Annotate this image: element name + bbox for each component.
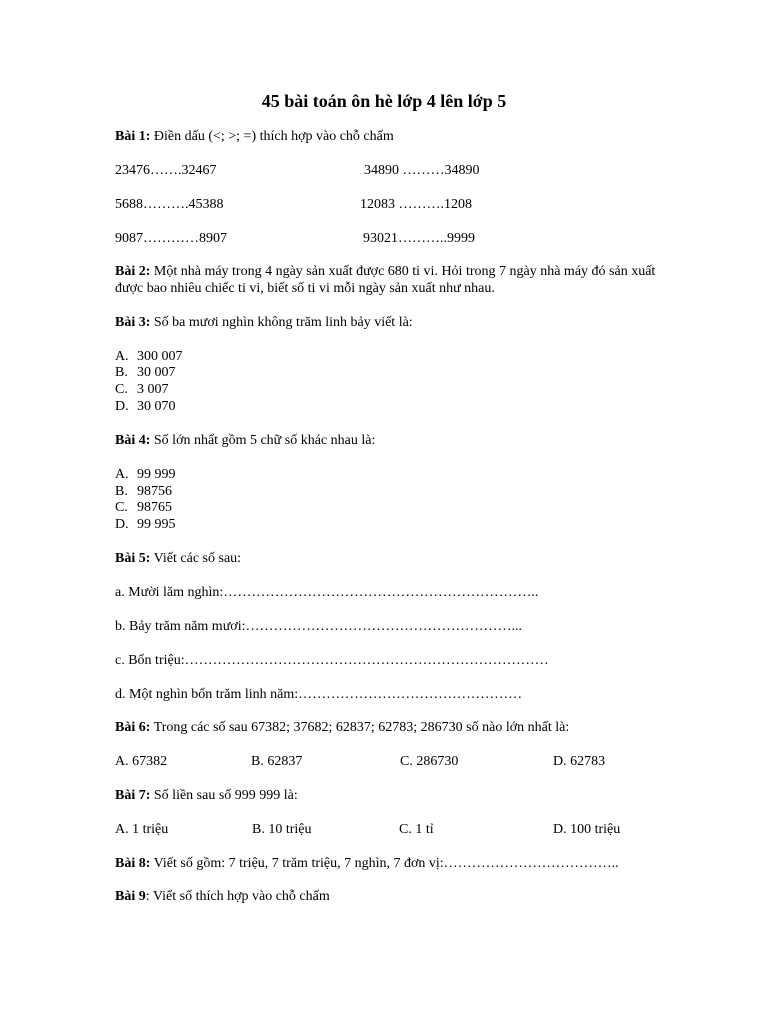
exercise-4-heading	[115, 432, 375, 449]
exercise-1-row-1-left: 23476…….32467	[115, 163, 217, 178]
exercise-3-option-b: B. 30 007	[115, 365, 176, 380]
exercise-9-heading	[115, 888, 330, 905]
exercise-1-row-2-left: 5688……….45388	[115, 197, 224, 212]
exercise-3-option-d: D. 30 070	[115, 399, 176, 414]
page-title: 45 bài toán ôn hè lớp 4 lên lớp 5	[261, 91, 507, 111]
exercise-6-option-c: C. 286730	[400, 754, 459, 769]
exercise-7-option-a: A. 1 triệu	[115, 822, 169, 837]
exercise-1-heading	[115, 128, 394, 145]
exercise-5-item-b: b. Bảy trăm năm mươi:…………………………………………………...	[115, 619, 522, 634]
exercise-5-text: Viết các số sau:	[150, 551, 242, 566]
exercise-3-text: Số ba mươi nghìn không trăm linh bảy viết là:	[150, 315, 413, 330]
exercise-4-option-b: B. 98756	[115, 484, 172, 499]
exercise-1-text: Điền dấu (<; >; =) thích hợp vào chỗ chấm	[150, 129, 394, 144]
exercise-7-label: Bài 7:	[115, 788, 151, 803]
exercise-4-label: Bài 4:	[115, 433, 151, 448]
exercise-5-item-c: c. Bốn triệu:……………………………………………………………………	[115, 653, 549, 668]
exercise-4-option-c: C. 98765	[115, 500, 172, 515]
exercise-8-label: Bài 8:	[115, 856, 151, 871]
exercise-5-item-a: a. Mười lăm nghìn:…………………………………………………………..	[115, 585, 539, 600]
exercise-4-text: Số lớn nhất gồm 5 chữ số khác nhau là:	[150, 433, 376, 448]
exercise-4-option-a: A. 99 999	[115, 467, 176, 482]
exercise-6-option-d: D. 62783	[553, 754, 606, 769]
exercise-9-label: Bài 9	[115, 889, 146, 904]
exercise-1-label: Bài 1:	[115, 129, 151, 144]
exercise-2-label: Bài 2:	[115, 264, 151, 279]
exercise-6-heading	[115, 719, 569, 736]
exercise-3-label: Bài 3:	[115, 315, 151, 330]
exercise-2-line-2: được bao nhiêu chiếc ti vi, biết số ti vi mỗi ngày sản xuất như nhau.	[115, 281, 495, 296]
exercise-1-row-2-right: 12083 ……….1208	[360, 197, 472, 212]
exercise-6-option-b: B. 62837	[251, 754, 303, 769]
exercise-7-option-c: C. 1 tỉ	[399, 822, 434, 837]
exercise-1-row-3-right: 93021………..9999	[363, 231, 475, 246]
exercise-9-text: : Viết số thích hợp vào chỗ chấm	[145, 889, 330, 904]
exercise-6-label: Bài 6:	[115, 720, 151, 735]
exercise-6-text: Trong các số sau 67382; 37682; 62837; 62783; 286730 số nào lớn nhất là:	[150, 720, 570, 735]
exercise-5-item-d: d. Một nghìn bốn trăm linh năm:…………………………………………	[115, 687, 523, 702]
exercise-1-row-3-left: 9087…………8907	[115, 231, 227, 246]
exercise-8-text: Viết số gồm: 7 triệu, 7 trăm triệu, 7 nghìn, 7 đơn vị:………………………………..	[150, 856, 619, 871]
exercise-3-heading	[115, 314, 413, 331]
exercise-8-heading	[115, 855, 619, 872]
exercise-5-heading	[115, 550, 241, 567]
exercise-1-row-1-right: 34890 ………34890	[364, 163, 480, 178]
exercise-7-option-b: B. 10 triệu	[252, 822, 312, 837]
exercise-2-text: Một nhà máy trong 4 ngày sản xuất được 680 ti vi. Hỏi trong 7 ngày nhà máy đó sản xuất	[150, 264, 656, 279]
exercise-5-label: Bài 5:	[115, 551, 151, 566]
exercise-6-option-a: A. 67382	[115, 754, 168, 769]
exercise-7-text: Số liền sau số 999 999 là:	[150, 788, 298, 803]
exercise-7-heading	[115, 787, 298, 804]
exercise-7-option-d: D. 100 triệu	[553, 822, 621, 837]
exercise-2-line-1	[115, 263, 655, 280]
exercise-3-option-c: C. 3 007	[115, 382, 169, 397]
exercise-4-option-d: D. 99 995	[115, 517, 176, 532]
exercise-3-option-a: A. 300 007	[115, 349, 183, 364]
